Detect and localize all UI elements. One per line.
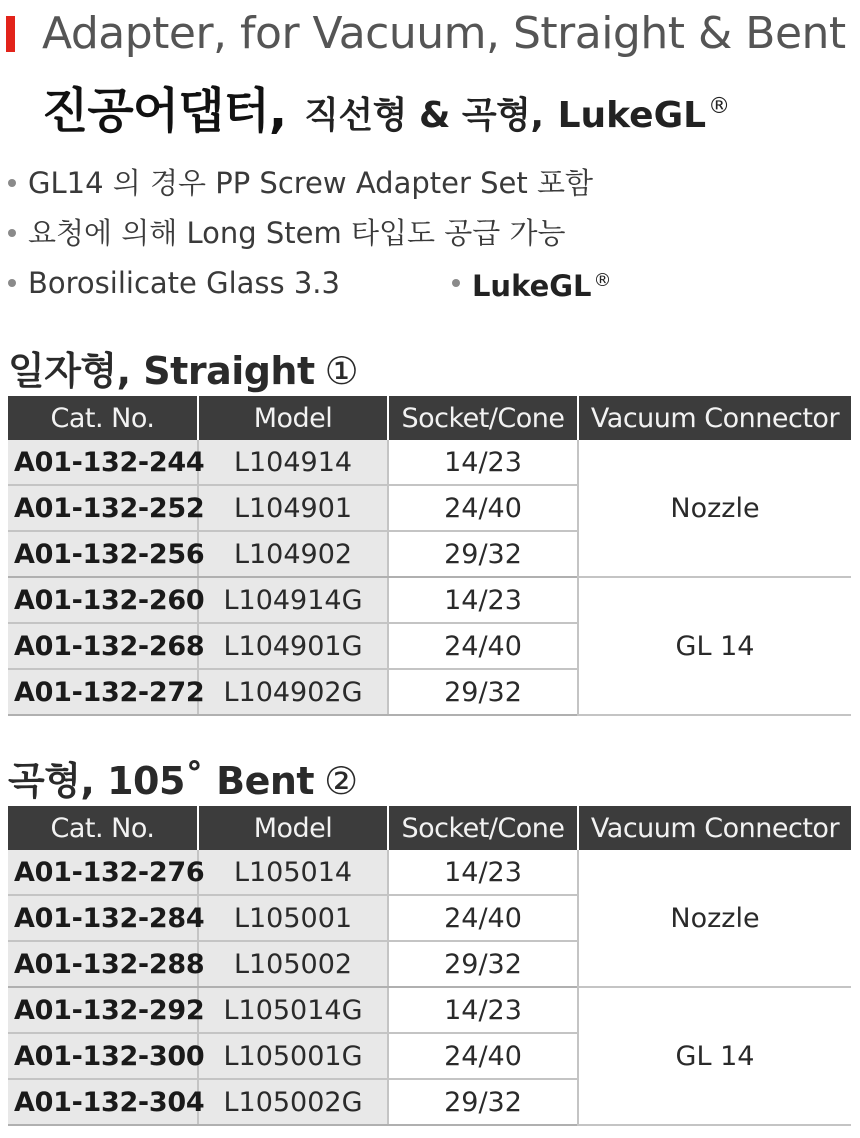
cat-no-cell: A01-132-244 bbox=[8, 440, 198, 485]
cat-no-cell: A01-132-268 bbox=[8, 623, 198, 669]
brand-inline bbox=[472, 256, 612, 311]
table-row bbox=[8, 987, 851, 1033]
bullet-dot-icon bbox=[8, 229, 16, 237]
model-cell: L105001G bbox=[198, 1033, 388, 1079]
title-accent-bar bbox=[6, 16, 15, 52]
socket-cone-cell: 14/23 bbox=[388, 987, 578, 1033]
socket-cone-cell: 29/32 bbox=[388, 1079, 578, 1125]
column-header-model: Model bbox=[198, 806, 388, 850]
bullet-dot-icon bbox=[452, 279, 460, 287]
bullet-dot-icon bbox=[8, 179, 16, 187]
straight-spec-table bbox=[8, 396, 851, 716]
model-cell: L105014 bbox=[198, 850, 388, 895]
cat-no-cell: A01-132-304 bbox=[8, 1079, 198, 1125]
column-header-model: Model bbox=[198, 396, 388, 440]
feature-text: Borosilicate Glass 3.3 bbox=[28, 266, 340, 300]
model-cell: L104902 bbox=[198, 531, 388, 577]
socket-cone-cell: 14/23 bbox=[388, 440, 578, 485]
table-header-row bbox=[8, 806, 851, 850]
socket-cone-cell: 29/32 bbox=[388, 941, 578, 987]
registered-mark: ® bbox=[593, 269, 612, 291]
model-cell: L105001 bbox=[198, 895, 388, 941]
socket-cone-cell: 29/32 bbox=[388, 669, 578, 715]
feature-text: 요청에 의해 Long Stem 타입도 공급 가능 bbox=[28, 216, 566, 250]
table-row bbox=[8, 850, 851, 895]
feature-list bbox=[8, 158, 612, 308]
model-cell: L104914G bbox=[198, 577, 388, 623]
socket-cone-cell: 24/40 bbox=[388, 895, 578, 941]
cat-no-cell: A01-132-276 bbox=[8, 850, 198, 895]
section-title-bent bbox=[8, 750, 358, 805]
bullet-dot-icon bbox=[8, 279, 16, 287]
title-english: Adapter, for Vacuum, Straight & Bent bbox=[42, 8, 846, 59]
socket-cone-cell: 14/23 bbox=[388, 577, 578, 623]
vacuum-connector-cell: GL 14 bbox=[578, 987, 851, 1125]
model-cell: L105002G bbox=[198, 1079, 388, 1125]
feature-item bbox=[8, 208, 612, 258]
socket-cone-cell: 24/40 bbox=[388, 485, 578, 531]
cat-no-cell: A01-132-256 bbox=[8, 531, 198, 577]
section-marker: ① bbox=[324, 349, 359, 393]
section-title-straight bbox=[8, 340, 358, 395]
title-brand bbox=[558, 94, 730, 136]
table-header-row bbox=[8, 396, 851, 440]
model-cell: L104902G bbox=[198, 669, 388, 715]
title-korean-main: 진공어댑터, bbox=[42, 83, 287, 139]
column-header-cat-no: Cat. No. bbox=[8, 396, 198, 440]
socket-cone-cell: 24/40 bbox=[388, 1033, 578, 1079]
column-header-vacuum-connector: Vacuum Connector bbox=[578, 396, 851, 440]
model-cell: L105014G bbox=[198, 987, 388, 1033]
cat-no-cell: A01-132-292 bbox=[8, 987, 198, 1033]
title-korean-line bbox=[42, 72, 731, 139]
model-cell: L104914 bbox=[198, 440, 388, 485]
section-title-text: 곡형, 105˚ Bent bbox=[8, 759, 315, 803]
column-header-cat-no: Cat. No. bbox=[8, 806, 198, 850]
cat-no-cell: A01-132-284 bbox=[8, 895, 198, 941]
column-header-socket-cone: Socket/Cone bbox=[388, 806, 578, 850]
model-cell: L104901 bbox=[198, 485, 388, 531]
bent-spec-table bbox=[8, 806, 851, 1126]
section-marker: ② bbox=[324, 759, 358, 803]
column-header-vacuum-connector: Vacuum Connector bbox=[578, 806, 851, 850]
vacuum-connector-cell: Nozzle bbox=[578, 440, 851, 577]
socket-cone-cell: 14/23 bbox=[388, 850, 578, 895]
feature-item-brand bbox=[452, 256, 612, 311]
socket-cone-cell: 24/40 bbox=[388, 623, 578, 669]
column-header-socket-cone: Socket/Cone bbox=[388, 396, 578, 440]
model-cell: L104901G bbox=[198, 623, 388, 669]
title-korean-sub: 직선형 & 곡형, bbox=[304, 95, 544, 136]
brand-inline-name: LukeGL bbox=[471, 268, 592, 303]
section-title-text: 일자형, Straight bbox=[8, 349, 315, 393]
table-row bbox=[8, 440, 851, 485]
feature-item bbox=[8, 158, 612, 208]
table-row bbox=[8, 577, 851, 623]
vacuum-connector-cell: GL 14 bbox=[578, 577, 851, 715]
cat-no-cell: A01-132-260 bbox=[8, 577, 198, 623]
cat-no-cell: A01-132-252 bbox=[8, 485, 198, 531]
feature-item bbox=[8, 258, 612, 308]
cat-no-cell: A01-132-272 bbox=[8, 669, 198, 715]
cat-no-cell: A01-132-300 bbox=[8, 1033, 198, 1079]
model-cell: L105002 bbox=[198, 941, 388, 987]
title-brand-name: LukeGL bbox=[557, 95, 707, 136]
cat-no-cell: A01-132-288 bbox=[8, 941, 198, 987]
feature-text: GL14 의 경우 PP Screw Adapter Set 포함 bbox=[28, 166, 593, 200]
vacuum-connector-cell: Nozzle bbox=[578, 850, 851, 987]
registered-mark: ® bbox=[708, 94, 731, 119]
socket-cone-cell: 29/32 bbox=[388, 531, 578, 577]
